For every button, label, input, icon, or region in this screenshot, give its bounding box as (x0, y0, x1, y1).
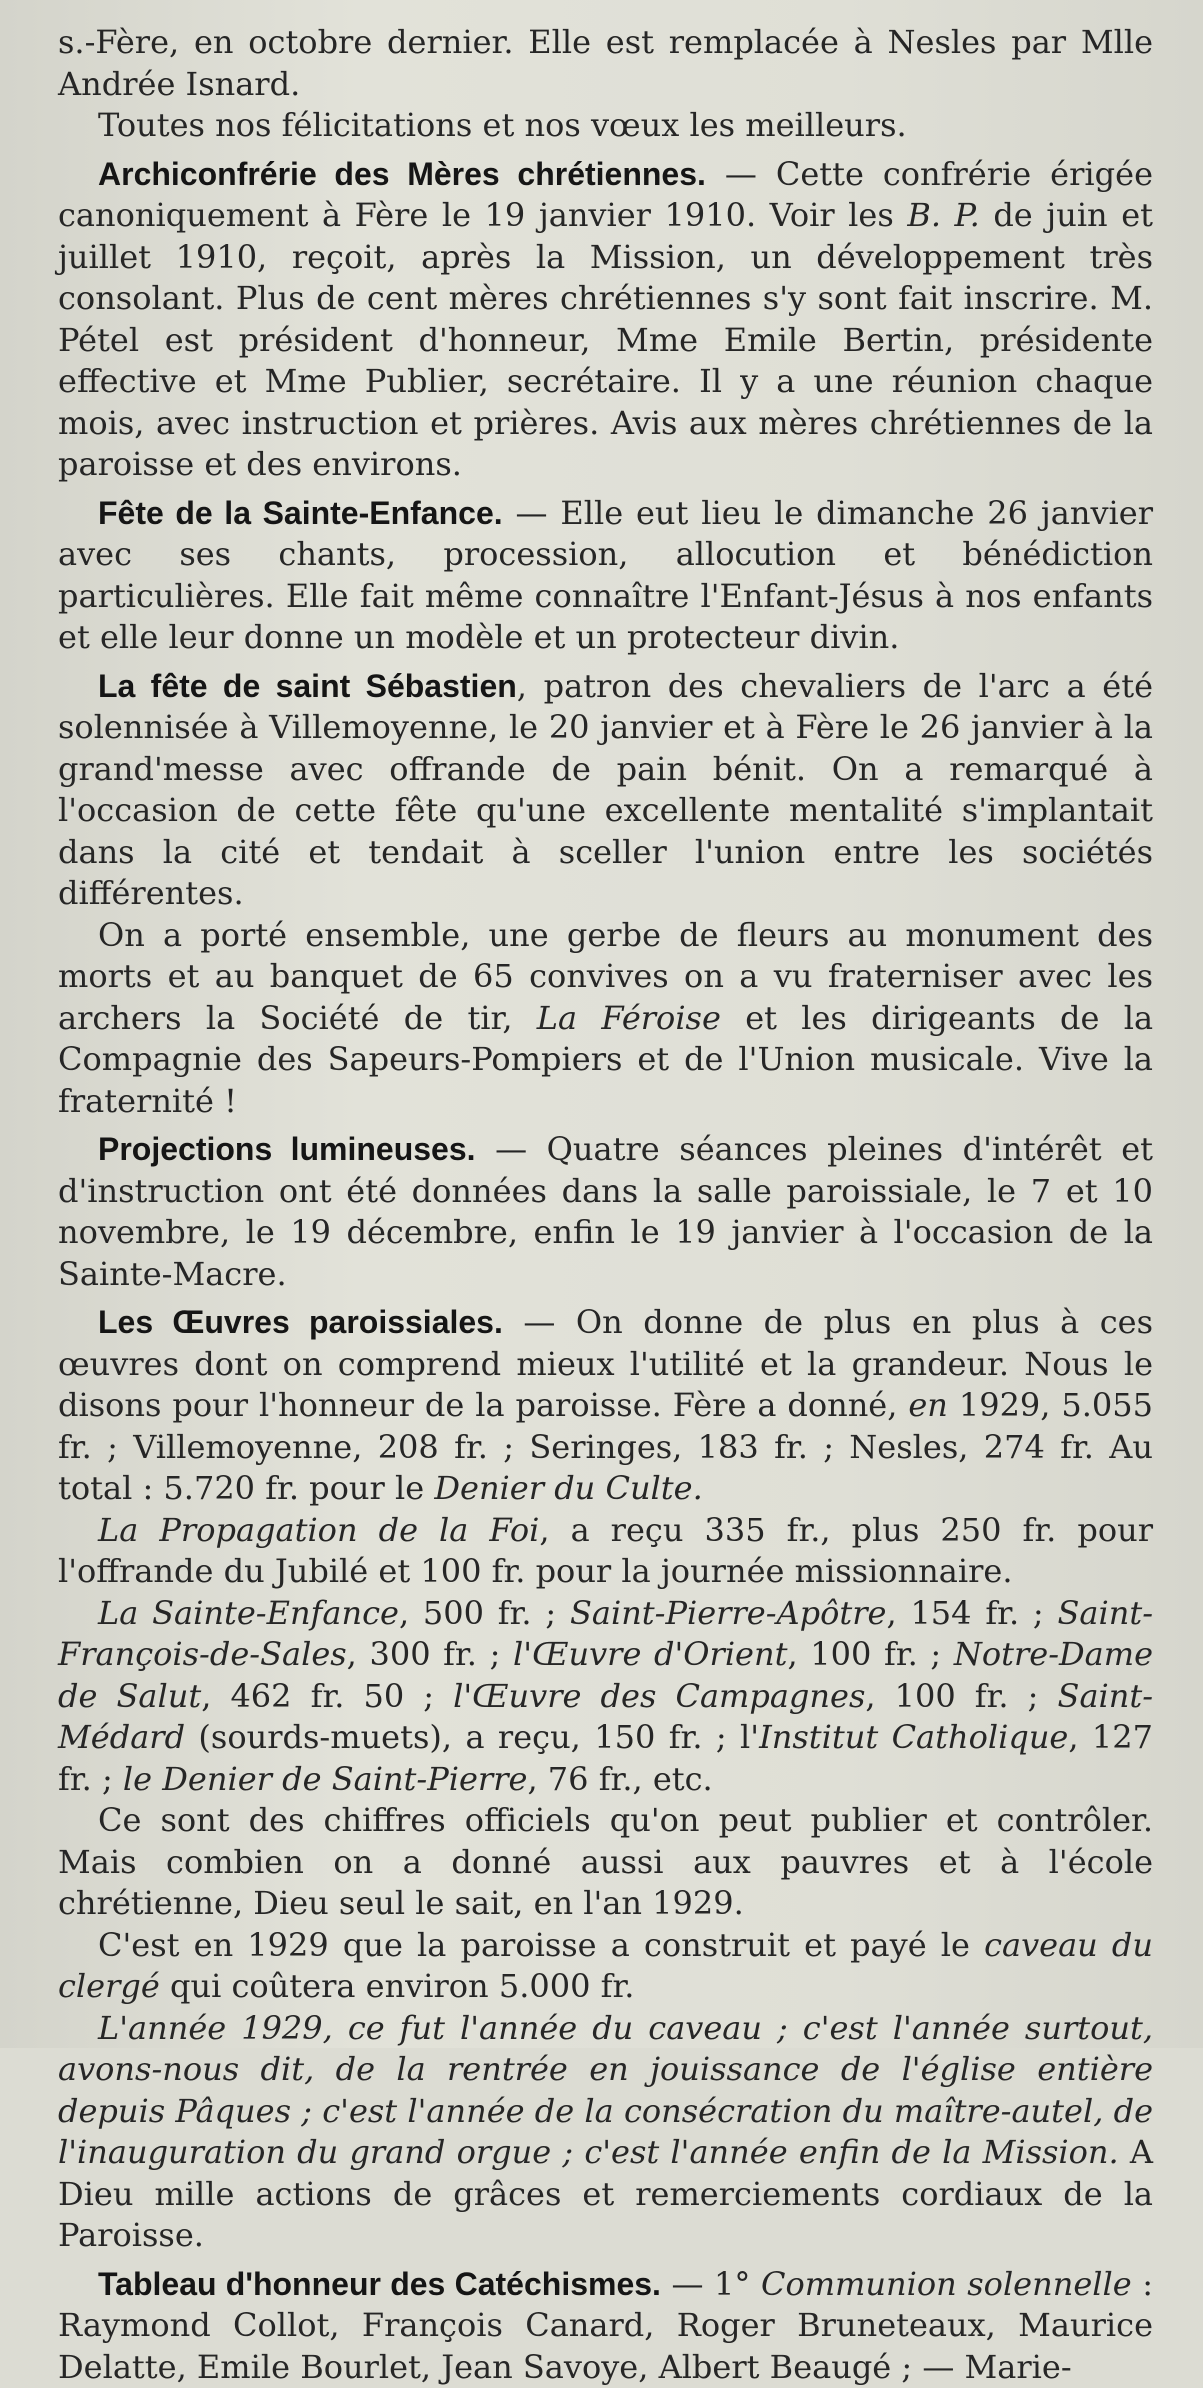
section-heading: Tableau d'honneur des Catéchismes. (98, 2266, 661, 2302)
section-heading: Fête de la Sainte-Enfance. (98, 495, 503, 531)
paragraph-felicitations: Toutes nos félicitations et nos vœux les meilleurs. (58, 105, 1153, 147)
paragraph-oeuvres: Les Œuvres paroissiales. — On donne de plus en plus à ces œuvres dont on comprend mieux l'utilité et la grandeur. Nous le disons pour l'honneur de la paroisse. Fère a donné, en 1929, 5.055 fr. ; Villemoyenne, 208 fr. ; Seringes, 183 fr. ; Nesles, 274 fr. Au total : 5.720 fr. pour le Denier du Culte. (58, 1302, 1153, 1510)
paragraph-annee-1929: L'année 1929, ce fut l'année du caveau ; c'est l'année surtout, avons-nous dit, de la rentrée en jouissance de l'église entière depuis Pâques ; c'est l'année de la consécration du maître-autel, de l'inauguration du grand orgue ; c'est l'année enfin de la Mission. A Dieu mille actions de grâces et remerciements cordiaux de la Paroisse. (58, 2008, 1153, 2257)
section-heading: Projections lumineuses. (98, 1131, 476, 1167)
paragraph-caveau: C'est en 1929 que la paroisse a construit et payé le caveau du clergé qui coûtera environ 5.000 fr. (58, 1925, 1153, 2008)
paragraph-propagation: La Propagation de la Foi, a reçu 335 fr., plus 250 fr. pour l'offrande du Jubilé et 100 fr. pour la journée missionnaire. (58, 1510, 1153, 1593)
section-heading: La fête de saint Sébastien (98, 668, 517, 704)
paragraph-tableau-honneur: Tableau d'honneur des Catéchismes. — 1° Communion solennelle : Raymond Collot, François Canard, Roger Bruneteaux, Maurice Delatte, Emile Bourlet, Jean Savoye, Albert Beaugé ; — Marie- (58, 2264, 1153, 2388)
paragraph-archiconfrerie: Archiconfrérie des Mères chrétiennes. — Cette confrérie érigée canoniquement à Fère le 19 janvier 1910. Voir les B. P. de juin et juillet 1910, reçoit, après la Mission, un développement très consolant. Plus de cent mères chrétiennes s'y sont fait inscrire. M. Pétel est président d'honneur, Mme Emile Bertin, présidente effective et Mme Publier, secrétaire. Il y a une réunion chaque mois, avec instruction et prières. Avis aux mères chrétiennes de la paroisse et des environs. (58, 154, 1153, 486)
paragraph-projections: Projections lumineuses. — Quatre séances pleines d'intérêt et d'instruction ont été données dans la salle paroissiale, le 7 et 10 novembre, le 19 décembre, enfin le 19 janvier à l'occasion de la Sainte-Macre. (58, 1129, 1153, 1295)
section-heading: Archiconfrérie des Mères chrétiennes. (98, 156, 706, 192)
paragraph-dons: La Sainte-Enfance, 500 fr. ; Saint-Pierre-Apôtre, 154 fr. ; Saint-François-de-Sales, 300 fr. ; l'Œuvre d'Orient, 100 fr. ; Notre-Dame de Salut, 462 fr. 50 ; l'Œuvre des Campagnes, 100 fr. ; Saint-Médard (sourds-muets), a reçu, 150 fr. ; l'Institut Catholique, 127 fr. ; le Denier de Saint-Pierre, 76 fr., etc. (58, 1593, 1153, 1801)
paragraph-sainte-enfance: Fête de la Sainte-Enfance. — Elle eut lieu le dimanche 26 janvier avec ses chants, procession, allocution et bénédiction particulières. Elle fait même connaître l'Enfant-Jésus à nos enfants et elle leur donne un modèle et un protecteur divin. (58, 493, 1153, 659)
paragraph-gerbe: On a porté ensemble, une gerbe de fleurs au monument des morts et au banquet de 65 convives on a vu fraterniser avec les archers la Société de tir, La Féroise et les dirigeants de la Compagnie des Sapeurs-Pompiers et de l'Union musicale. Vive la fraternité ! (58, 915, 1153, 1123)
paragraph-nesles: s.-Fère, en octobre dernier. Elle est remplacée à Nesles par Mlle Andrée Isnard. (58, 22, 1153, 105)
paragraph-chiffres: Ce sont des chiffres officiels qu'on peut publier et contrôler. Mais combien on a donné aussi aux pauvres et à l'école chrétienne, Dieu seul le sait, en l'an 1929. (58, 1800, 1153, 1925)
paragraph-saint-sebastien: La fête de saint Sébastien, patron des chevaliers de l'arc a été solennisée à Villemoyenne, le 20 janvier et à Fère le 26 janvier à la grand'messe avec offrande de pain bénit. On a remarqué à l'occasion de cette fête qu'une excellente mentalité s'implantait dans la cité et tendait à sceller l'union entre les sociétés différentes. (58, 666, 1153, 915)
section-heading: Les Œuvres paroissiales. (98, 1304, 503, 1340)
